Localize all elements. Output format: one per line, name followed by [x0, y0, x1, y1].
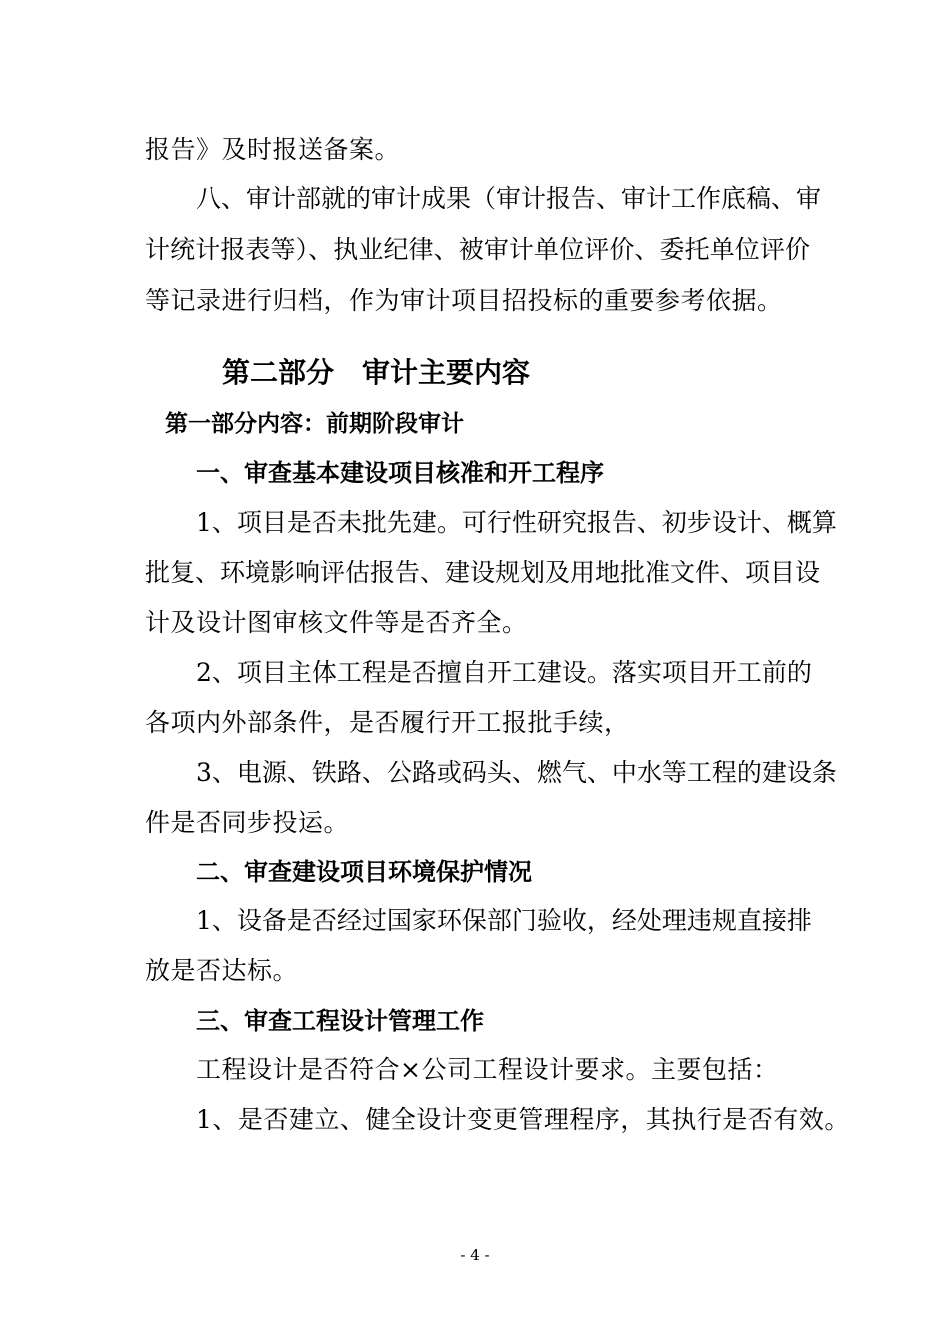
text-line: 计统计报表等）、执业纪律、被审计单位评价、委托单位评价	[145, 235, 810, 264]
text-line: 工程设计是否符合×公司工程设计要求。主要包括：	[196, 1055, 779, 1084]
text-line: 3、电源、铁路、公路或码头、燃气、中水等工程的建设条	[196, 758, 837, 787]
part-heading: 第二部分 审计主要内容	[222, 356, 531, 389]
text-line: 件是否同步投运。	[145, 808, 350, 837]
text-line: 计及设计图审核文件等是否齐全。	[145, 608, 528, 637]
section-heading: 一、审查基本建设项目核准和开工程序	[196, 459, 604, 487]
text-line: 等记录进行归档，作为审计项目招投标的重要参考依据。	[145, 286, 783, 315]
text-line: 报告》及时报送备案。	[145, 135, 401, 164]
page-number: - 4 -	[460, 1246, 490, 1264]
sub-heading: 第一部分内容：前期阶段审计	[165, 411, 464, 437]
text-line: 2、项目主体工程是否擅自开工建设。落实项目开工前的	[196, 658, 812, 687]
text-line: 放是否达标。	[145, 956, 299, 985]
text-line: 八、审计部就的审计成果（审计报告、审计工作底稿、审	[196, 184, 822, 213]
section-heading: 二、审查建设项目环境保护情况	[196, 858, 532, 886]
text-line: 1、是否建立、健全设计变更管理程序，其执行是否有效。	[196, 1105, 850, 1134]
text-line: 批复、环境影响评估报告、建设规划及用地批准文件、项目设	[145, 558, 821, 587]
text-line: 1、设备是否经过国家环保部门验收，经处理违规直接排	[196, 906, 812, 935]
text-line: 各项内外部条件，是否履行开工报批手续，	[145, 708, 630, 737]
section-heading: 三、审查工程设计管理工作	[196, 1007, 484, 1035]
text-line: 1、项目是否未批先建。可行性研究报告、初步设计、概算	[196, 508, 837, 537]
